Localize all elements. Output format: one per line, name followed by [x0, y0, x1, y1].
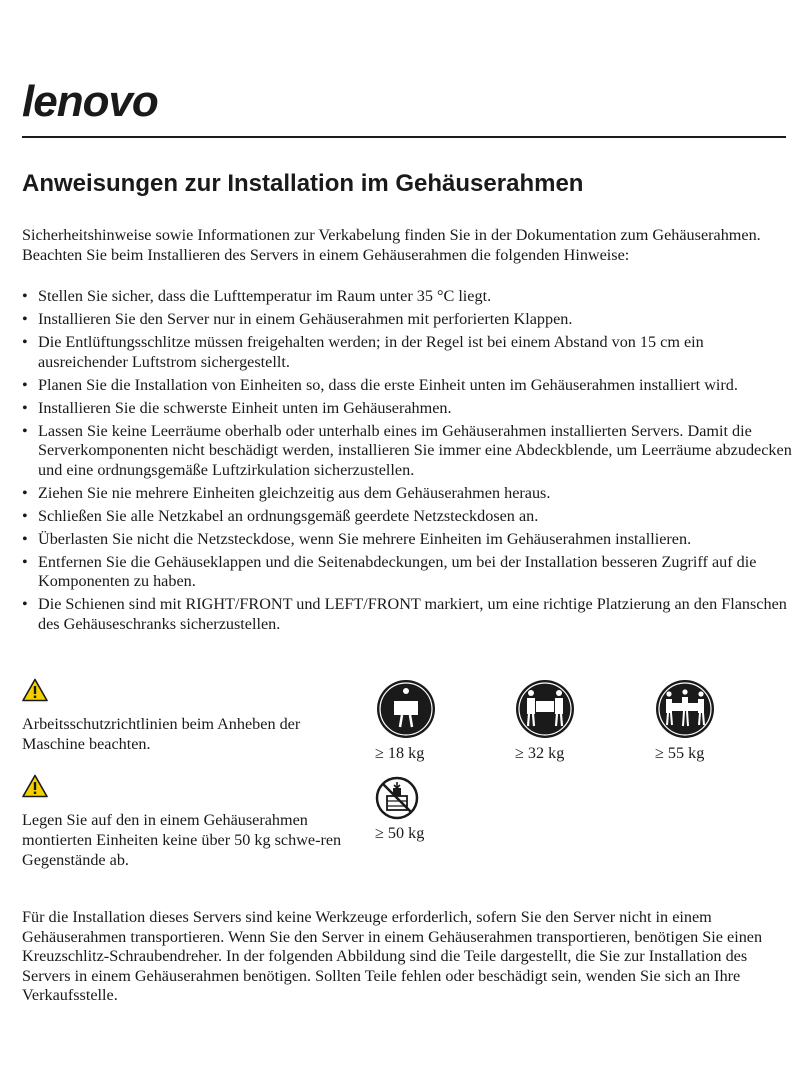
lift-one-person-icon	[376, 679, 436, 739]
lift-three-persons-icon	[655, 679, 715, 739]
load-warning-text: Legen Sie auf den in einem Gehäuserahmen montierten Einheiten keine über 50 kg schwe-ren Gegenstände ab.	[22, 811, 342, 869]
list-item: • Lassen Sie keine Leerräume oberhalb oder unterhalb eines im Gehäuserahmen installierten Servers. Damit die Serverkomponenten nicht beschädigt werden, installieren Sie immer eine Abdeckblende, um Leerräume abzudecken und eine ordnungsgemäße Luftzirkulation sicherzustellen.	[22, 422, 792, 481]
guideline-list	[22, 287, 792, 638]
list-item: • Installieren Sie den Server nur in einem Gehäuserahmen mit perforierten Klappen.	[22, 310, 792, 330]
list-item: • Schließen Sie alle Netzkabel an ordnungsgemäß geerdete Netzsteckdosen an.	[22, 507, 792, 527]
tools-paragraph: Für die Installation dieses Servers sind keine Werkzeuge erforderlich, sofern Sie den Server nicht in einem Gehäuserahmen transportieren. Wenn Sie den Server in einem Gehäuserahmen transportieren, benötigen Sie einen Kreuzschlitz-Schraubendreher. In der folgenden Abbildung sind die Teile dargestellt, die Sie zur Installation des Servers in einem Gehäuserahmen benötigen. Sollten Teile fehlen oder beschädigt sein, wenden Sie sich an Ihre Verkaufsstelle.	[22, 908, 763, 1004]
lift-one-person-label: ≥ 18 kg	[375, 744, 425, 762]
intro-paragraph: Sicherheitshinweise sowie Informationen zur Verkabelung finden Sie in der Dokumentation zum Gehäuserahmen. Beachten Sie beim Installieren des Servers in einem Gehäuserahmen die folgenden Hinweise:	[22, 226, 761, 264]
lenovo-logo: lenovo	[22, 77, 158, 126]
header-divider	[22, 136, 786, 138]
list-item: • Ziehen Sie nie mehrere Einheiten gleichzeitig aus dem Gehäuserahmen heraus.	[22, 484, 792, 504]
list-item: • Planen Sie die Installation von Einheiten so, dass die erste Einheit unten im Gehäuserahmen installiert wird.	[22, 376, 792, 396]
no-load-label: ≥ 50 kg	[375, 824, 425, 842]
page-title: Anweisungen zur Installation im Gehäuserahmen	[22, 170, 584, 197]
no-heavy-load-icon	[375, 776, 419, 820]
warning-triangle-icon	[22, 774, 48, 798]
lift-two-persons-label: ≥ 32 kg	[515, 744, 565, 762]
list-item: • Installieren Sie die schwerste Einheit unten im Gehäuserahmen.	[22, 399, 792, 419]
lift-three-persons-label: ≥ 55 kg	[655, 744, 705, 762]
lifting-warning-text: Arbeitsschutzrichtlinien beim Anheben der Maschine beachten.	[22, 715, 301, 753]
list-item: • Die Schienen sind mit RIGHT/FRONT und LEFT/FRONT markiert, um eine richtige Platzierung an den Flanschen des Gehäuseschranks sicherzustellen.	[22, 595, 792, 634]
list-item: • Entfernen Sie die Gehäuseklappen und die Seitenabdeckungen, um bei der Installation besseren Zugriff auf die Komponenten zu haben.	[22, 553, 792, 592]
warning-triangle-icon	[22, 678, 48, 702]
list-item: • Die Entlüftungsschlitze müssen freigehalten werden; in der Regel ist bei einem Abstand von 15 cm ein ausreichender Luftstrom sichergestellt.	[22, 333, 792, 372]
list-item: • Überlasten Sie nicht die Netzsteckdose, wenn Sie mehrere Einheiten im Gehäuserahmen installieren.	[22, 530, 792, 550]
lift-two-persons-icon	[515, 679, 575, 739]
list-item: • Stellen Sie sicher, dass die Lufttemperatur im Raum unter 35 °C liegt.	[22, 287, 792, 307]
